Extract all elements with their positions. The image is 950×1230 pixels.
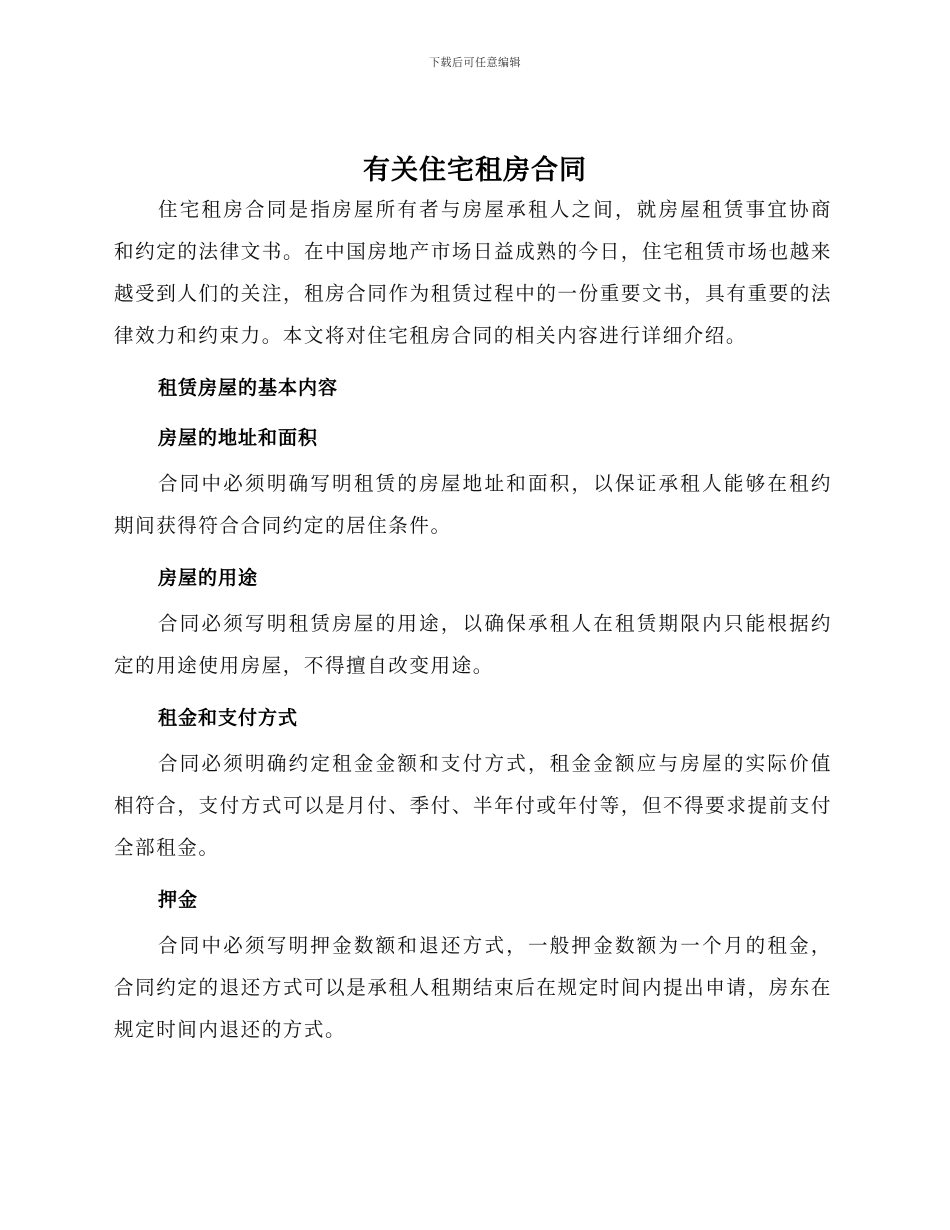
intro-paragraph: 住宅租房合同是指房屋所有者与房屋承租人之间，就房屋租赁事宜协商和约定的法律文书。在中国房地产市场日益成熟的今日，住宅租赁市场也越来越受到人们的关注，租房合同作为租赁过程中的一份重要文书，具有重要的法律效力和约束力。本文将对住宅租房合同的相关内容进行详细介绍。 <box>114 198 832 347</box>
document-title: 有关住宅租房合同 <box>363 155 587 186</box>
paragraph-deposit: 合同中必须写明押金数额和退还方式，一般押金数额为一个月的租金，合同约定的退还方式可以是承租人租期结束后在规定时间内提出申请，房东在规定时间内退还的方式。 <box>114 934 832 1041</box>
document-body <box>114 189 832 1051</box>
subsection-heading-usage: 房屋的用途 <box>158 567 259 589</box>
subsection-heading-rent: 租金和支付方式 <box>158 707 299 729</box>
paragraph-rent: 合同必须明确约定租金金额和支付方式，租金金额应与房屋的实际价值相符合，支付方式可以是月付、季付、半年付或年付等，但不得要求提前支付全部租金。 <box>114 752 832 859</box>
paragraph-address: 合同中必须明确写明租赁的房屋地址和面积，以保证承租人能够在租约期间获得符合合同约定的居住条件。 <box>114 472 832 537</box>
subsection-heading-address: 房屋的地址和面积 <box>158 427 319 449</box>
header-note: 下载后可任意编辑 <box>429 56 521 69</box>
subsection-heading-deposit: 押金 <box>158 889 199 911</box>
paragraph-usage: 合同必须写明租赁房屋的用途，以确保承租人在租赁期限内只能根据约定的用途使用房屋，不得擅自改变用途。 <box>114 612 832 677</box>
section-heading: 租赁房屋的基本内容 <box>158 377 339 399</box>
